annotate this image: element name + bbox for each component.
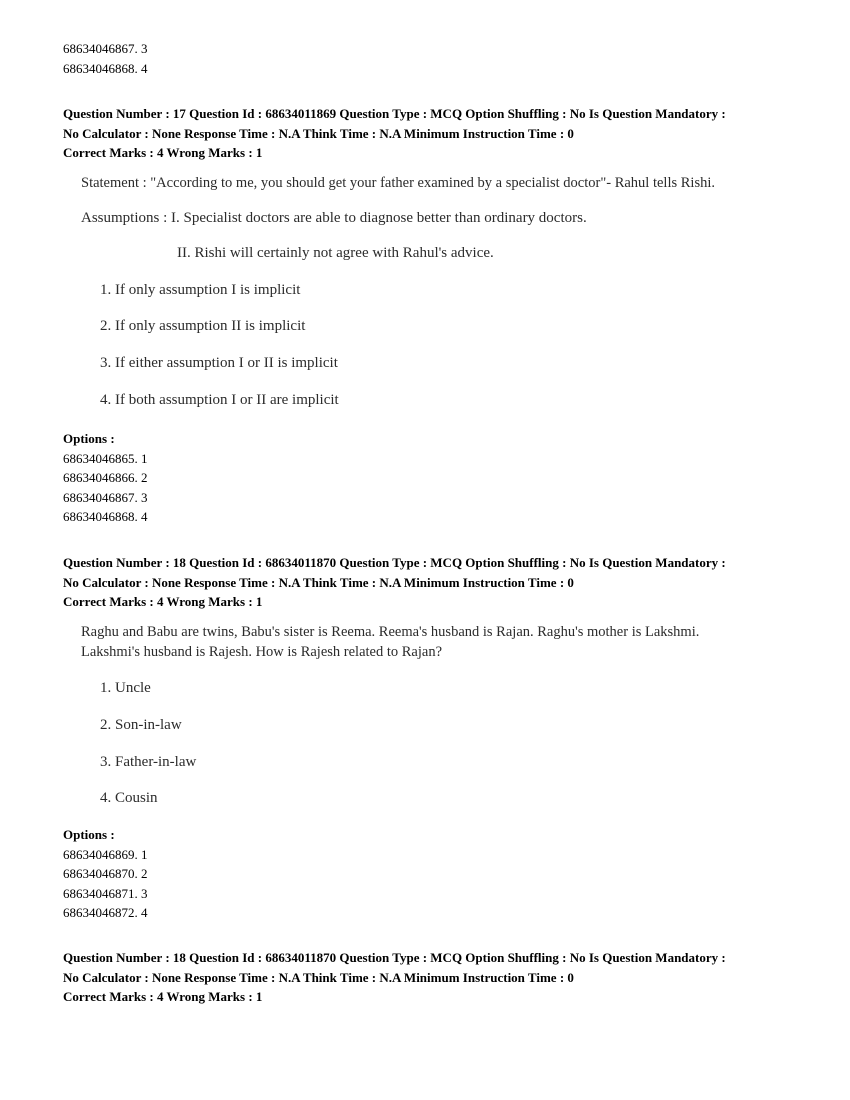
q17-header-line2: No Calculator : None Response Time : N.A Think Time : N.A Minimum Instruction Time : 0 bbox=[63, 125, 574, 141]
option-item: 68634046867. 3 bbox=[63, 489, 148, 505]
q18-marks: Correct Marks : 4 Wrong Marks : 1 bbox=[63, 594, 263, 609]
option-item: 68634046865. 1 bbox=[63, 450, 148, 466]
option-item: 68634046866. 2 bbox=[63, 470, 148, 485]
option-item: 68634046867. 3 bbox=[63, 41, 148, 56]
q18-options-label: Options : bbox=[63, 827, 115, 842]
q17-assumption-1: Assumptions : I. Specialist doctors are able to diagnose better than ordinary doctors. bbox=[81, 210, 587, 226]
option-item: 68634046869. 1 bbox=[63, 846, 148, 862]
top-options-list bbox=[63, 39, 148, 78]
q17-choice: 1. If only assumption I is implicit bbox=[100, 282, 301, 298]
q17-marks: Correct Marks : 4 Wrong Marks : 1 bbox=[63, 145, 263, 160]
q17-options-label: Options : bbox=[63, 431, 115, 446]
q18-repeat-header-line2: No Calculator : None Response Time : N.A Think Time : N.A Minimum Instruction Time : 0 bbox=[63, 969, 574, 985]
q18-header-line1: Question Number : 18 Question Id : 68634011870 Question Type : MCQ Option Shuffling : No Is Question Mandatory : bbox=[63, 555, 726, 570]
q17-assumption-2: II. Rishi will certainly not agree with Rahul's advice. bbox=[177, 245, 494, 261]
q18-header-line2: No Calculator : None Response Time : N.A Think Time : N.A Minimum Instruction Time : 0 bbox=[63, 574, 574, 590]
option-item: 68634046870. 2 bbox=[63, 866, 148, 881]
q18-choice: 3. Father-in-law bbox=[100, 754, 197, 770]
option-item: 68634046868. 4 bbox=[63, 509, 148, 524]
q17-options bbox=[63, 429, 148, 527]
q17-choice: 4. If both assumption I or II are implicit bbox=[100, 392, 339, 408]
q18-options bbox=[63, 825, 148, 923]
q17-header bbox=[63, 104, 726, 163]
option-item: 68634046872. 4 bbox=[63, 905, 148, 920]
q18-repeat-header-line1: Question Number : 18 Question Id : 68634011870 Question Type : MCQ Option Shuffling : No Is Question Mandatory : bbox=[63, 950, 726, 965]
q17-choice: 3. If either assumption I or II is implicit bbox=[100, 355, 338, 371]
option-item: 68634046871. 3 bbox=[63, 885, 148, 901]
q18-choice: 2. Son-in-law bbox=[100, 717, 182, 733]
q18-repeat-marks: Correct Marks : 4 Wrong Marks : 1 bbox=[63, 989, 263, 1004]
q18-choice: 4. Cousin bbox=[100, 790, 158, 806]
q17-header-line1: Question Number : 17 Question Id : 68634011869 Question Type : MCQ Option Shuffling : No Is Question Mandatory : bbox=[63, 106, 726, 121]
q18-text-line1: Raghu and Babu are twins, Babu's sister is Reema. Reema's husband is Rajan. Raghu's mother is Lakshmi. bbox=[81, 624, 700, 640]
q17-choice: 2. If only assumption II is implicit bbox=[100, 318, 306, 334]
q18-header bbox=[63, 553, 726, 612]
q17-statement: Statement : "According to me, you should get your father examined by a specialist doctor"- Rahul tells Rishi. bbox=[81, 175, 715, 191]
q18-text-line2: Lakshmi's husband is Rajesh. How is Rajesh related to Rajan? bbox=[81, 644, 443, 660]
q18-choice: 1. Uncle bbox=[100, 680, 151, 696]
option-item: 68634046868. 4 bbox=[63, 60, 148, 76]
q18-repeat-header bbox=[63, 948, 726, 1007]
